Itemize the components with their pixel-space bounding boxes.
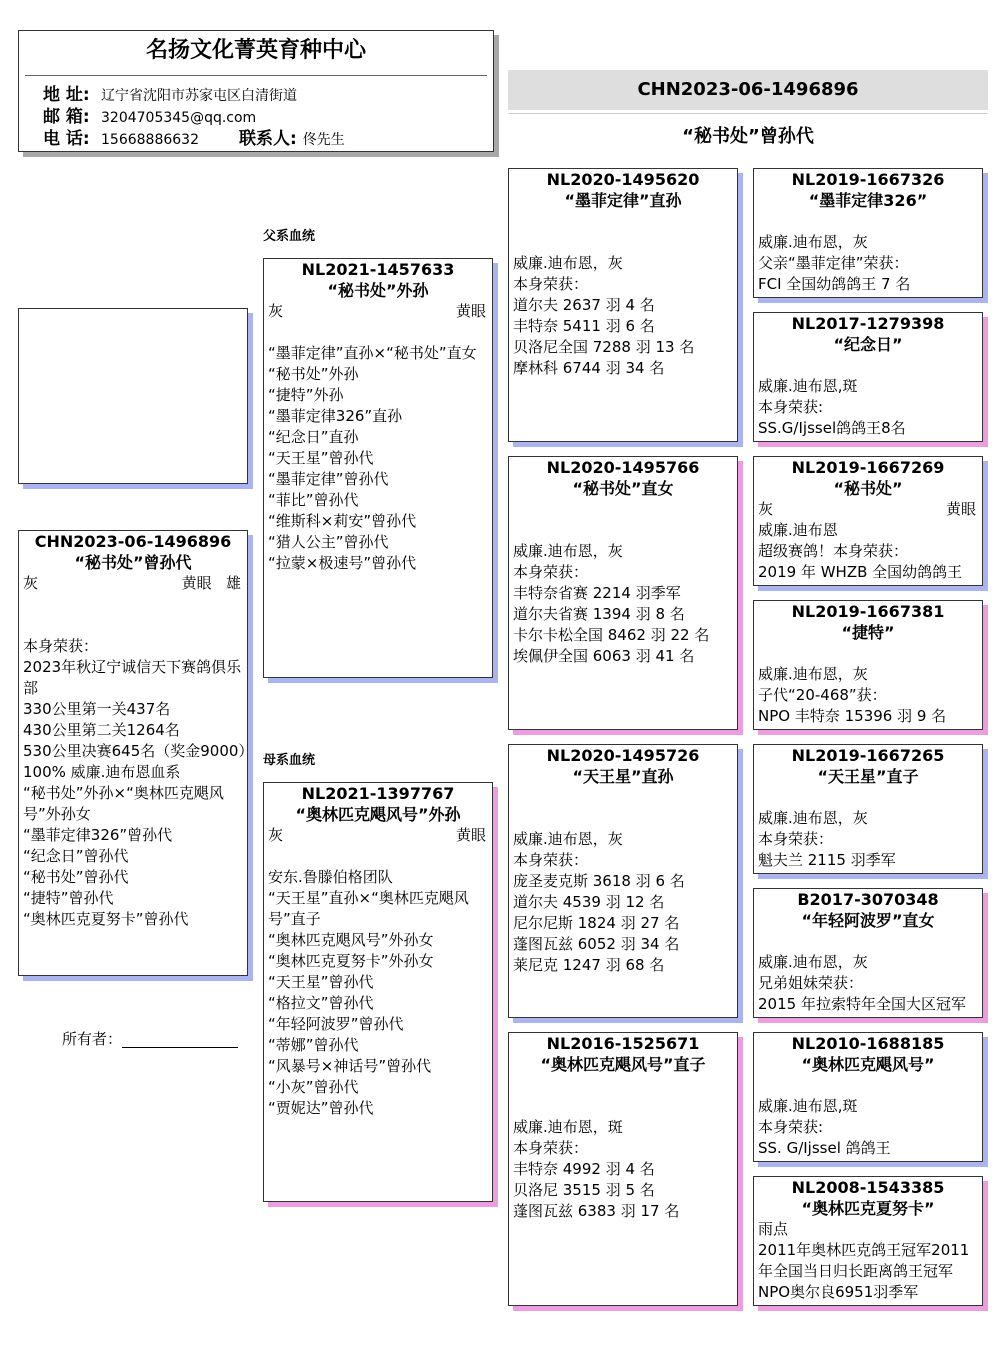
breeder-contact-info	[43, 85, 345, 151]
detail-line: 本身荣获：	[23, 637, 99, 655]
detail-line: 330公里第一关437名	[23, 700, 171, 718]
subject-sex: 雄	[225, 574, 241, 592]
detail-line: 摩林科 6744 羽 34 名	[513, 359, 665, 377]
detail-line: 贝洛尼 3515 羽 5 名	[513, 1181, 655, 1199]
detail-line: 本身荣获：	[513, 851, 589, 869]
breeder-title: 名扬文化菁英育种中心	[145, 38, 366, 63]
great-grandparent-card-6	[753, 888, 983, 1018]
great-grandparent-name: “墨菲定律326”	[808, 191, 928, 210]
great-grandparent-name: “奥林匹克夏努卡”	[801, 1199, 935, 1218]
contact-label: 联系人:	[238, 129, 297, 149]
great-grandparent-card-5	[753, 744, 983, 874]
detail-line: “墨菲定律326”曾孙代	[23, 826, 173, 844]
phone-value: 15668886632	[101, 132, 199, 148]
detail-line: 本身荣获：	[513, 1139, 589, 1157]
great-grandparent-details	[754, 232, 982, 295]
great-grandparent-eye: 黄眼	[945, 500, 976, 518]
detail-line: 威廉.迪布恩，灰	[758, 233, 868, 251]
grandparent-name: “天王星”直孙	[572, 767, 674, 786]
detail-line: 埃佩伊全国 6063 羽 41 名	[513, 647, 695, 665]
detail-line: “纪念日”曾孙代	[23, 847, 129, 865]
detail-line: 庞圣麦克斯 3618 羽 6 名	[513, 872, 685, 890]
detail-line: 尼尔尼斯 1824 羽 27 名	[513, 914, 680, 932]
grandparent-card-2	[508, 456, 738, 730]
sire-ring: NL2021-1457633	[301, 260, 455, 279]
detail-line: 430公里第二关1264名	[23, 721, 180, 739]
detail-line: 道尔夫 4539 羽 12 名	[513, 893, 665, 911]
great-grandparent-name: “奥林匹克飓风号”	[801, 1055, 935, 1074]
subject-traits	[19, 573, 247, 594]
dam-name: “奥林匹克飓风号”外孙	[295, 805, 461, 824]
detail-line: 2019 年 WHZB 全国幼鸽鸽王	[758, 563, 963, 581]
sire-section-label: 父系血统	[263, 229, 316, 244]
detail-line: “拉蒙×极速号”曾孙代	[268, 554, 417, 572]
detail-line: “奥林匹克夏努卡”曾孙代	[23, 910, 189, 928]
breeder-header	[18, 30, 494, 152]
detail-line: SS.G/Ijssel鸽鸽王8名	[758, 419, 906, 437]
great-grandparent-ring: NL2019-1667326	[791, 170, 945, 189]
dam-details	[264, 867, 492, 1119]
detail-line: “格拉文”曾孙代	[268, 994, 374, 1012]
detail-line: 魁夫兰 2115 羽季军	[758, 851, 896, 869]
grandparent-card-4	[508, 1032, 738, 1306]
detail-line: 本身荣获：	[513, 563, 589, 581]
detail-line: 威廉.迪布恩，灰	[513, 542, 623, 560]
great-grandparent-details	[754, 1096, 982, 1159]
grandparent-name: “墨菲定律”直孙	[564, 191, 682, 210]
detail-line: 威廉.迪布恩	[758, 521, 838, 539]
grandparent-ring: NL2020-1495726	[546, 746, 700, 765]
sire-eye: 黄眼	[455, 302, 486, 320]
top-pigeon-name: “秘书处”曾孙代	[682, 126, 814, 147]
grandparent-details	[509, 541, 737, 667]
detail-line: 本身荣获：	[758, 830, 834, 848]
detail-line: “年轻阿波罗”曾孙代	[268, 1015, 404, 1033]
detail-line: 雨点	[758, 1220, 789, 1238]
detail-line: “捷特”外孙	[268, 386, 344, 404]
detail-line: “小灰”曾孙代	[268, 1078, 359, 1096]
subject-details	[19, 636, 254, 930]
great-grandparent-ring: NL2019-1667381	[791, 602, 945, 621]
detail-line: “秘书处”外孙×“奥林匹克飓风号”外孙女	[23, 784, 224, 823]
owner-field	[62, 1028, 238, 1049]
great-grandparent-card-1	[753, 168, 983, 298]
dam-traits	[264, 825, 492, 846]
detail-line: 卡尔卡松全国 8462 羽 22 名	[513, 626, 710, 644]
phone-label: 电 话:	[43, 129, 90, 149]
detail-line: FCI 全国幼鸽鸽王 7 名	[758, 275, 911, 293]
great-grandparent-name: “秘书处”	[833, 479, 903, 498]
address-value: 辽宁省沈阳市苏家屯区白清街道	[101, 88, 297, 104]
detail-line: 威廉.迪布恩，灰	[513, 254, 623, 272]
grandparent-name: “秘书处”直女	[572, 479, 674, 498]
contact-value: 佟先生	[302, 132, 345, 148]
dam-ring: NL2021-1397767	[301, 784, 455, 803]
detail-line: 道尔夫 2637 羽 4 名	[513, 296, 655, 314]
detail-line: 道尔夫省赛 1394 羽 8 名	[513, 605, 685, 623]
great-grandparent-ring: NL2019-1667269	[791, 458, 945, 477]
detail-line: “天王星”曾孙代	[268, 973, 374, 991]
great-grandparent-ring: NL2010-1688185	[791, 1034, 945, 1053]
detail-line: “风暴号×神话号”曾孙代	[268, 1057, 432, 1075]
detail-line: “秘书处”外孙	[268, 365, 359, 383]
detail-line: 丰特奈 5411 羽 6 名	[513, 317, 655, 335]
detail-line: “维斯科×莉安”曾孙代	[268, 512, 417, 530]
photo-frame	[18, 308, 248, 484]
dam-card	[263, 782, 493, 1202]
detail-line: 贝洛尼全国 7288 羽 13 名	[513, 338, 695, 356]
subject-pigeon-card	[18, 530, 254, 976]
detail-line: 威廉.迪布恩,斑	[758, 377, 858, 395]
detail-line: “秘书处”曾孙代	[23, 868, 129, 886]
detail-line: 威廉.迪布恩，灰	[758, 809, 868, 827]
detail-line: 2015 年拉索特年全国大区冠军	[758, 995, 966, 1013]
sire-traits	[264, 301, 492, 322]
great-grandparent-name: “年轻阿波罗”直女	[801, 911, 935, 930]
header-divider	[25, 75, 487, 76]
great-grandparent-name: “捷特”	[841, 623, 895, 642]
detail-line: 丰特奈省赛 2214 羽季军	[513, 584, 681, 602]
grandparent-card-3	[508, 744, 738, 1018]
detail-line: 蓬图瓦兹 6383 羽 17 名	[513, 1202, 680, 1220]
email-label: 邮 箱:	[43, 107, 90, 127]
great-grandparent-ring: NL2017-1279398	[791, 314, 945, 333]
great-grandparent-card-2	[753, 312, 983, 442]
detail-line: 本身荣获：	[513, 275, 589, 293]
great-grandparent-details	[754, 664, 982, 727]
detail-line: 威廉.迪布恩，灰	[758, 953, 868, 971]
top-ring-banner: CHN2023-06-1496896	[508, 70, 988, 110]
grandparent-ring: NL2016-1525671	[546, 1034, 700, 1053]
sire-details	[264, 343, 492, 574]
great-grandparent-ring: B2017-3070348	[797, 890, 939, 909]
detail-line: 父亲“墨菲定律”荣获：	[758, 254, 909, 272]
detail-line: 本身荣获:	[758, 398, 824, 416]
detail-line: NPO奥尔良6951羽季军	[758, 1283, 919, 1301]
banner-divider	[508, 113, 988, 114]
sire-card	[263, 258, 493, 678]
dam-color: 灰	[268, 826, 284, 844]
grandparent-details	[509, 1117, 737, 1222]
detail-line: “蒂娜”曾孙代	[268, 1036, 359, 1054]
great-grandparent-name: “天王星”直子	[817, 767, 919, 786]
grandparent-card-1	[508, 168, 738, 442]
detail-line: 莱尼克 1247 羽 68 名	[513, 956, 665, 974]
great-grandparent-details	[754, 952, 982, 1015]
detail-line: “纪念日”直孙	[268, 428, 359, 446]
detail-line: “天王星”曾孙代	[268, 449, 374, 467]
detail-line: 威廉.迪布恩，灰	[513, 830, 623, 848]
sire-color: 灰	[268, 302, 284, 320]
detail-line: 2023年秋辽宁诚信天下赛鸽俱乐部	[23, 658, 242, 697]
detail-line: 530公里决赛645名（奖金9000）	[23, 742, 254, 760]
great-grandparent-details	[754, 520, 982, 583]
grandparent-ring: NL2020-1495620	[546, 170, 700, 189]
detail-line: “墨菲定律”直孙×“秘书处”直女	[268, 344, 477, 362]
grandparent-details	[509, 829, 737, 976]
subject-color: 灰	[23, 574, 39, 592]
grandparent-ring: NL2020-1495766	[546, 458, 700, 477]
detail-line: 威廉.迪布恩，斑	[513, 1118, 623, 1136]
grandparent-name: “奥林匹克飓风号”直子	[540, 1055, 706, 1074]
detail-line: 子代“20-468”获：	[758, 686, 887, 704]
detail-line: “墨菲定律”曾孙代	[268, 470, 389, 488]
grandparent-details	[509, 253, 737, 379]
detail-line: SS. G/Ijssel 鸽鸽王	[758, 1139, 891, 1157]
detail-line: “捷特”曾孙代	[23, 889, 114, 907]
email-value: 3204705345@qq.com	[101, 110, 257, 126]
subject-eye: 黄眼	[181, 574, 212, 592]
detail-line: “奥林匹克飓风号”外孙女	[268, 931, 434, 949]
detail-line: “菲比”曾孙代	[268, 491, 359, 509]
detail-line: 100% 威廉.迪布恩血系	[23, 763, 181, 781]
detail-line: NPO 丰特奈 15396 羽 9 名	[758, 707, 947, 725]
sire-name: “秘书处”外孙	[327, 281, 429, 300]
detail-line: 超级赛鸽！本身荣获：	[758, 542, 909, 560]
great-grandparent-card-7	[753, 1032, 983, 1162]
dam-section-label: 母系血统	[263, 753, 316, 768]
detail-line: “奥林匹克夏努卡”外孙女	[268, 952, 434, 970]
detail-line: “天王星”直孙×“奥林匹克飓风号”直子	[268, 889, 469, 928]
detail-line: 威廉.迪布恩，灰	[758, 665, 868, 683]
detail-line: “墨菲定律326”直孙	[268, 407, 403, 425]
great-grandparent-card-3	[753, 456, 983, 586]
great-grandparent-details	[754, 1219, 982, 1303]
great-grandparent-card-8	[753, 1176, 983, 1306]
subject-name: “秘书处”曾孙代	[74, 553, 192, 572]
owner-blank-line[interactable]	[122, 1047, 238, 1048]
detail-line: 本身荣获:	[758, 1118, 824, 1136]
detail-line: “贾妮达”曾孙代	[268, 1099, 374, 1117]
detail-line: 2011年奥林匹克鸽王冠军2011年全国当日归长距离鸽王冠军	[758, 1241, 970, 1280]
owner-label: 所有者：	[62, 1030, 123, 1048]
detail-line: 威廉.迪布恩,斑	[758, 1097, 858, 1115]
detail-line: 兄弟姐妹荣获：	[758, 974, 864, 992]
great-grandparent-details	[754, 376, 982, 439]
detail-line: 丰特奈 4992 羽 4 名	[513, 1160, 655, 1178]
great-grandparent-traits	[754, 499, 982, 520]
subject-ring: CHN2023-06-1496896	[34, 532, 232, 551]
great-grandparent-card-4	[753, 600, 983, 730]
dam-eye: 黄眼	[455, 826, 486, 844]
detail-line: “猎人公主”曾孙代	[268, 533, 389, 551]
address-label: 地 址:	[43, 85, 90, 105]
detail-line: 安东.鲁滕伯格团队	[268, 868, 393, 886]
great-grandparent-color: 灰	[758, 500, 774, 518]
great-grandparent-ring: NL2008-1543385	[791, 1178, 945, 1197]
great-grandparent-ring: NL2019-1667265	[791, 746, 945, 765]
great-grandparent-name: “纪念日”	[833, 335, 903, 354]
detail-line: 蓬图瓦兹 6052 羽 34 名	[513, 935, 680, 953]
great-grandparent-details	[754, 808, 982, 871]
